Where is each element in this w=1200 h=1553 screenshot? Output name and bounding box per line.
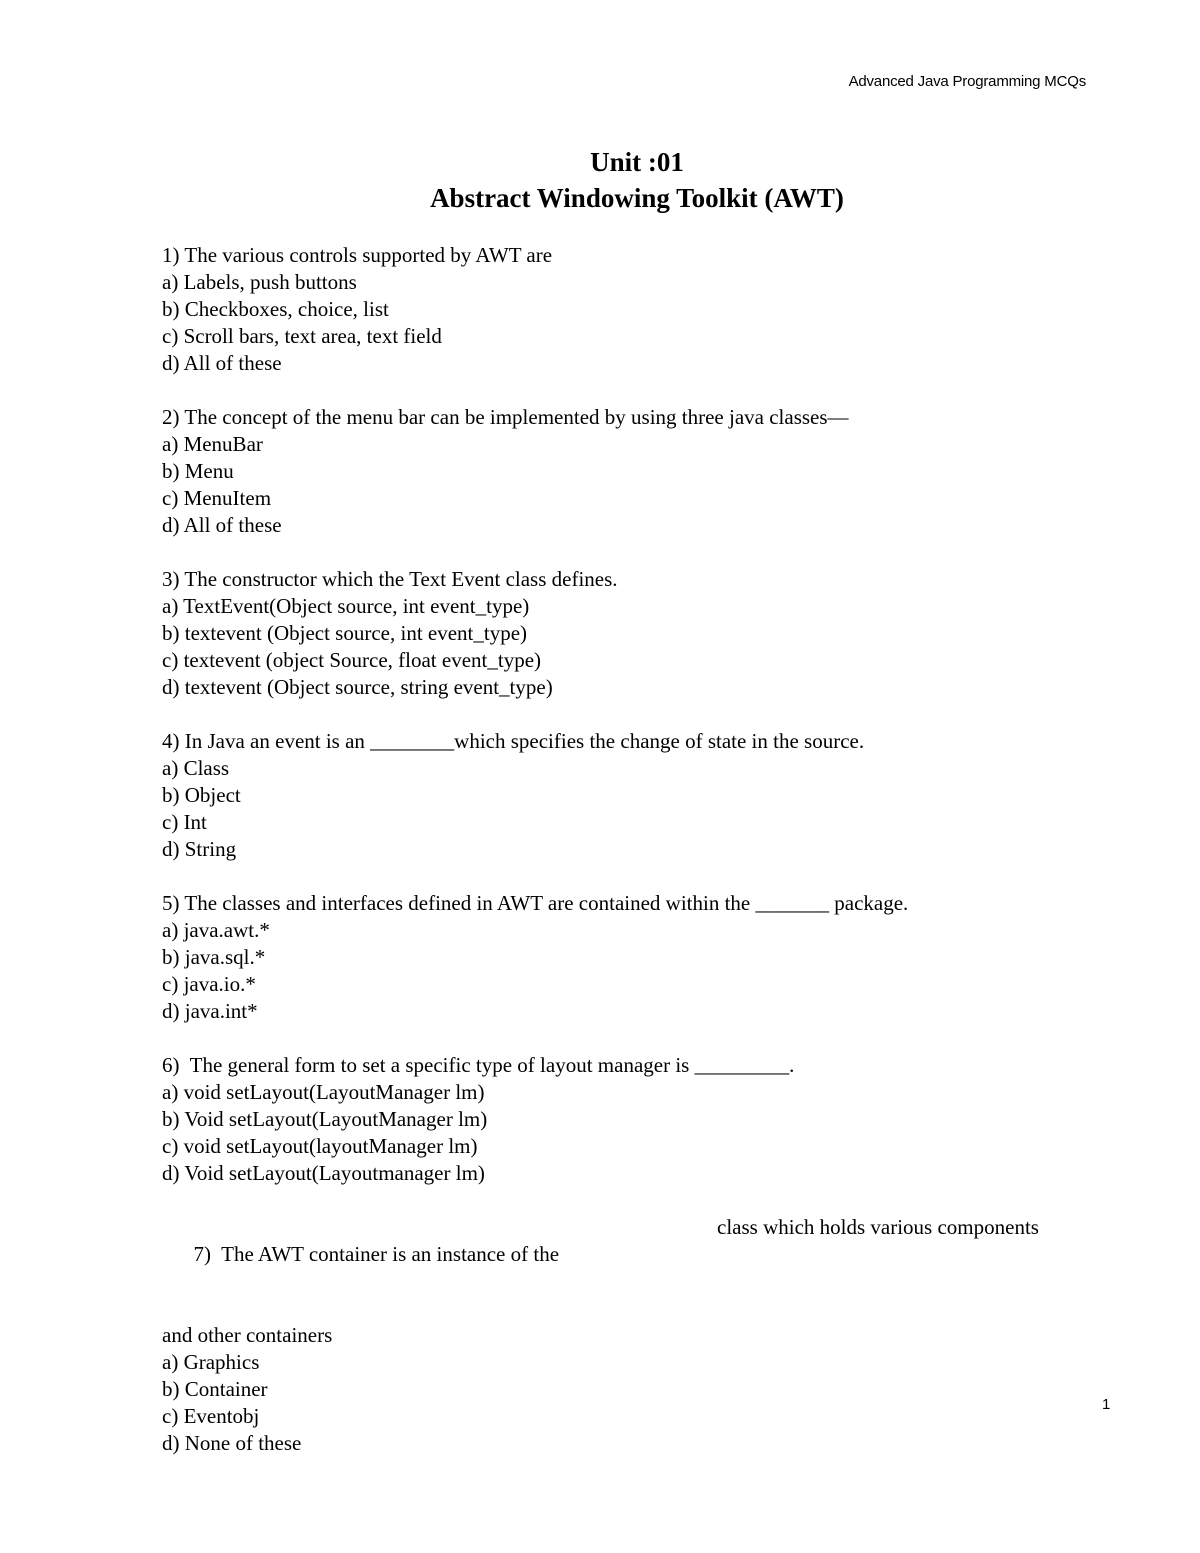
option-d: d) None of these bbox=[162, 1431, 302, 1455]
option-d: d) textevent (Object source, string event_type) bbox=[162, 675, 553, 699]
question-4 bbox=[162, 728, 1092, 863]
option-d: d) Void setLayout(Layoutmanager lm) bbox=[162, 1161, 485, 1185]
option-a: a) TextEvent(Object source, int event_type) bbox=[162, 594, 530, 618]
running-header: Advanced Java Programming MCQs bbox=[848, 73, 1086, 90]
option-a: a) void setLayout(LayoutManager lm) bbox=[162, 1080, 485, 1104]
option-b: b) Container bbox=[162, 1377, 268, 1401]
question-stem-left: 7) The AWT container is an instance of the bbox=[193, 1242, 560, 1266]
question-7 bbox=[162, 1214, 1092, 1457]
option-b: b) Void setLayout(LayoutManager lm) bbox=[162, 1107, 488, 1131]
option-b: b) textevent (Object source, int event_type) bbox=[162, 621, 528, 645]
option-c: c) textevent (object Source, float event_type) bbox=[162, 648, 542, 672]
option-b: b) Object bbox=[162, 783, 241, 807]
question-3 bbox=[162, 566, 1092, 701]
option-a: a) Labels, push buttons bbox=[162, 270, 357, 294]
option-d: d) String bbox=[162, 837, 237, 861]
question-stem-right: class which holds various components bbox=[717, 1215, 1039, 1239]
option-c: c) Scroll bars, text area, text field bbox=[162, 324, 442, 348]
question-stem-continued: and other containers bbox=[162, 1323, 333, 1347]
option-c: c) void setLayout(layoutManager lm) bbox=[162, 1134, 478, 1158]
question-6 bbox=[162, 1052, 1092, 1187]
question-stem: 1) The various controls supported by AWT are bbox=[162, 243, 553, 267]
option-a: a) Graphics bbox=[162, 1350, 260, 1374]
question-stem: 2) The concept of the menu bar can be implemented by using three java classes— bbox=[162, 405, 849, 429]
option-a: a) MenuBar bbox=[162, 432, 263, 456]
option-b: b) Checkboxes, choice, list bbox=[162, 297, 389, 321]
subject-title: Abstract Windowing Toolkit (AWT) bbox=[430, 183, 844, 213]
title-block bbox=[0, 144, 1200, 216]
option-b: b) Menu bbox=[162, 459, 234, 483]
question-stem: 3) The constructor which the Text Event class defines. bbox=[162, 567, 618, 591]
question-stem: 4) In Java an event is an ________which specifies the change of state in the source. bbox=[162, 729, 865, 753]
unit-title: Unit :01 bbox=[590, 147, 684, 177]
option-c: c) Eventobj bbox=[162, 1404, 260, 1428]
option-d: d) java.int* bbox=[162, 999, 258, 1023]
question-list bbox=[162, 242, 1092, 1484]
page-number: 1 bbox=[1102, 1396, 1111, 1413]
option-c: c) Int bbox=[162, 810, 207, 834]
option-a: a) Class bbox=[162, 756, 230, 780]
option-d: d) All of these bbox=[162, 351, 282, 375]
question-5 bbox=[162, 890, 1092, 1025]
question-stem: 6) The general form to set a specific type of layout manager is _________. bbox=[162, 1053, 795, 1077]
question-stem: 5) The classes and interfaces defined in AWT are contained within the _______ package. bbox=[162, 891, 909, 915]
question-stem bbox=[162, 1214, 1092, 1322]
option-a: a) java.awt.* bbox=[162, 918, 270, 942]
option-b: b) java.sql.* bbox=[162, 945, 266, 969]
option-c: c) java.io.* bbox=[162, 972, 256, 996]
question-2 bbox=[162, 404, 1092, 539]
option-c: c) MenuItem bbox=[162, 486, 272, 510]
question-1 bbox=[162, 242, 1092, 377]
option-d: d) All of these bbox=[162, 513, 282, 537]
